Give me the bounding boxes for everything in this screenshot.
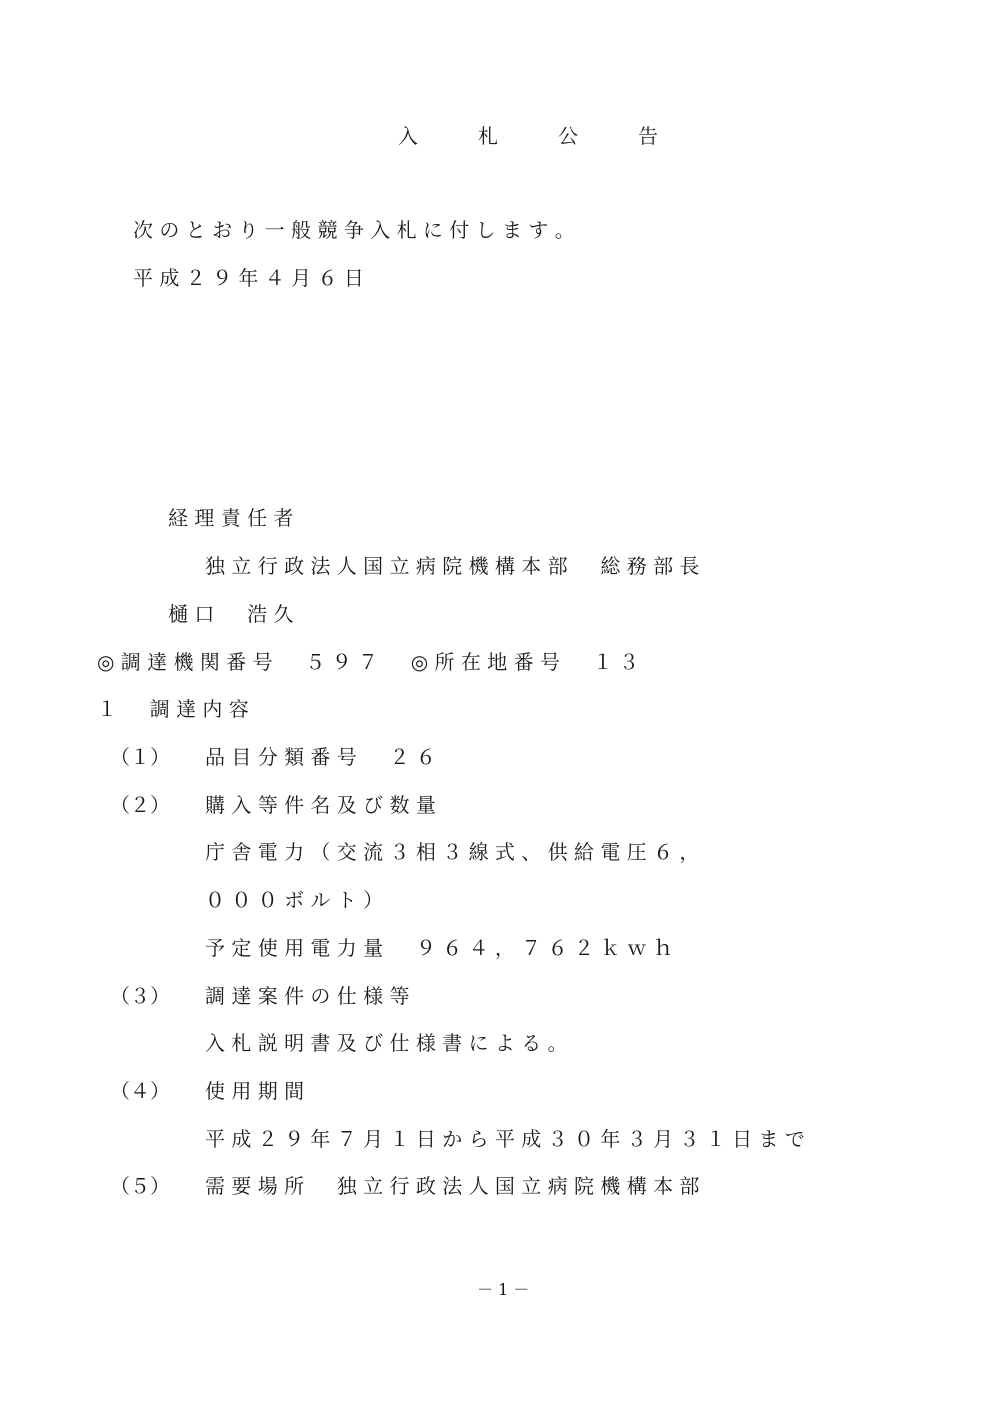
item-text: 品 目 分 類 番 号 ２ ６	[205, 745, 436, 769]
item-number: （４）	[110, 1079, 170, 1103]
signatory-role: 経 理 責 任 者	[168, 506, 294, 530]
item-text: 平 成 ２ ９ 年 ７ 月 １ 日 か ら 平 成 ３ ０ 年 ３ 月 ３ １ 日 ま で	[205, 1127, 805, 1151]
signatory-name: 樋 口 浩 久	[168, 602, 294, 626]
item-text: 庁 舎 電 力 （ 交 流 ３ 相 ３ 線 式 、 供 給 電 圧 ６ ，	[205, 840, 700, 864]
page-number: － 1 －	[477, 1280, 530, 1299]
item-number: （３）	[110, 984, 170, 1008]
item-text: 使 用 期 間	[205, 1079, 305, 1103]
item-text: 入 札 説 明 書 及 び 仕 様 書 に よ る 。	[205, 1031, 568, 1055]
item-text: 調 達 案 件 の 仕 様 等	[205, 984, 410, 1008]
procurement-codes: ◎ 調 達 機 関 番 号 ５ ９ ７ ◎ 所 在 地 番 号 １ ３	[97, 650, 640, 674]
item-text: 需 要 場 所 独 立 行 政 法 人 国 立 病 院 機 構 本 部	[205, 1174, 700, 1198]
section-heading: １ 調 達 内 容	[97, 697, 249, 721]
item-text: 予 定 使 用 電 力 量 ９ ６ ４ ， ７ ６ ２ ｋ ｗ ｈ	[205, 936, 674, 960]
intro-text: 次 の と お り 一 般 競 争 入 札 に 付 し ま す 。	[133, 218, 575, 242]
item-text: 購 入 等 件 名 及 び 数 量	[205, 793, 436, 817]
item-number: （５）	[110, 1174, 170, 1198]
item-number: （１）	[110, 745, 170, 769]
item-text: ０ ０ ０ ボ ル ト ）	[205, 888, 384, 912]
notice-title: 入 札 公 告	[398, 124, 658, 148]
item-number: （２）	[110, 793, 170, 817]
notice-date: 平 成 ２ ９ 年 ４ 月 ６ 日	[133, 266, 364, 290]
signatory-org: 独 立 行 政 法 人 国 立 病 院 機 構 本 部 総 務 部 長	[205, 554, 700, 578]
